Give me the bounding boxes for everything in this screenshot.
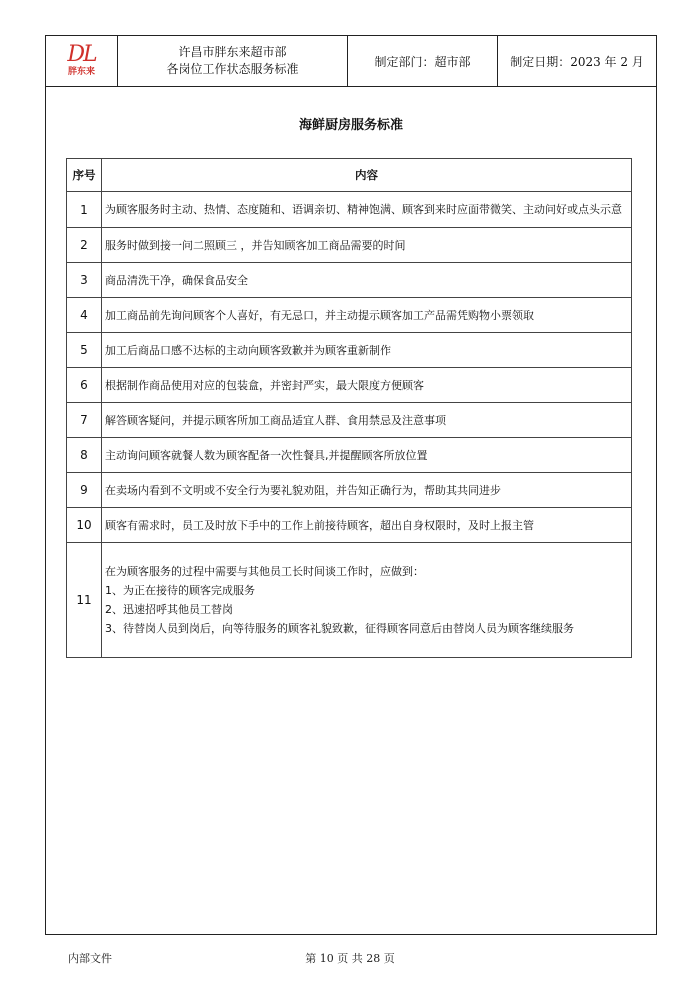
table-row	[67, 543, 632, 658]
table-row	[67, 192, 632, 228]
column-header-content: 内容	[102, 159, 632, 192]
content-line: 根据制作商品使用对应的包装盒，并密封严实，最大限度方便顾客	[105, 378, 424, 392]
table-body	[67, 192, 632, 658]
issue-date: 制定日期：2023 年 2 月	[510, 54, 644, 69]
table-row	[67, 403, 632, 438]
row-content	[102, 543, 632, 658]
table-row	[67, 333, 632, 368]
content-line: 加工后商品口感不达标的主动向顾客致歉并为顾客重新制作	[105, 343, 391, 357]
row-number: 4	[67, 298, 102, 333]
table-row	[67, 368, 632, 403]
row-number: 3	[67, 263, 102, 298]
company-line-1: 许昌市胖东来超市部	[178, 45, 287, 59]
content-line: 顾客有需求时，员工及时放下手中的工作上前接待顾客，超出自身权限时，及时上报主管	[105, 518, 534, 532]
row-content	[102, 403, 632, 438]
row-number: 1	[67, 192, 102, 228]
row-content	[102, 333, 632, 368]
content-line: 加工商品前先询问顾客个人喜好，有无忌口，并主动提示顾客加工产品需凭购物小票领取	[105, 308, 534, 322]
row-content	[102, 192, 632, 228]
row-number: 8	[67, 438, 102, 473]
table-row	[67, 508, 632, 543]
logo-mark: DL	[67, 42, 96, 67]
company-line-2: 各岗位工作状态服务标准	[166, 62, 299, 76]
row-number: 7	[67, 403, 102, 438]
content-line: 2、迅速招呼其他员工替岗	[105, 603, 233, 616]
row-content	[102, 438, 632, 473]
row-content	[102, 263, 632, 298]
footer-label: 内部文件	[68, 952, 112, 965]
row-content	[102, 368, 632, 403]
table-row	[67, 298, 632, 333]
company-title	[118, 36, 348, 86]
content-line: 在卖场内看到不文明或不安全行为要礼貌劝阻，并告知正确行为，帮助其共同进步	[105, 483, 501, 497]
department: 制定部门：超市部	[348, 36, 498, 86]
content-line: 主动询问顾客就餐人数为顾客配备一次性餐具,并提醒顾客所放位置	[105, 448, 428, 462]
table-row	[67, 473, 632, 508]
content-line: 解答顾客疑问，并提示顾客所加工商品适宜人群、食用禁忌及注意事项	[105, 413, 446, 427]
row-number: 9	[67, 473, 102, 508]
table-row	[67, 263, 632, 298]
row-number: 10	[67, 508, 102, 543]
row-content	[102, 508, 632, 543]
content-line: 在为顾客服务的过程中需要与其他员工长时间谈工作时，应做到：	[105, 565, 424, 578]
logo-text: 胖东来	[67, 67, 95, 77]
row-number: 11	[67, 543, 102, 658]
document-header	[46, 36, 656, 87]
service-standard-table	[66, 158, 632, 658]
column-header-no: 序号	[67, 159, 102, 192]
row-number: 5	[67, 333, 102, 368]
row-number: 6	[67, 368, 102, 403]
row-number: 2	[67, 228, 102, 263]
row-content	[102, 473, 632, 508]
document-frame	[45, 35, 657, 935]
page-number: 第 10 页 共 28 页	[305, 952, 395, 965]
row-content	[102, 298, 632, 333]
table-row	[67, 438, 632, 473]
page-title: 海鲜厨房服务标准	[298, 118, 403, 133]
logo	[46, 36, 118, 86]
row-content	[102, 228, 632, 263]
table-header-row	[67, 159, 632, 192]
content-line: 商品清洗干净，确保食品安全	[105, 273, 248, 287]
table-row	[67, 228, 632, 263]
content-line: 3、待替岗人员到岗后，向等待服务的顾客礼貌致歉，征得顾客同意后由替岗人员为顾客继续服务	[105, 622, 574, 635]
content-line: 为顾客服务时主动、热情、态度随和、语调亲切、精神饱满、顾客到来时应面带微笑、主动问好或点头示意	[105, 203, 622, 216]
content-line: 1、为正在接待的顾客完成服务	[105, 584, 255, 597]
content-line: 服务时做到接一问二照顾三 ，并告知顾客加工商品需要的时间	[105, 238, 406, 252]
